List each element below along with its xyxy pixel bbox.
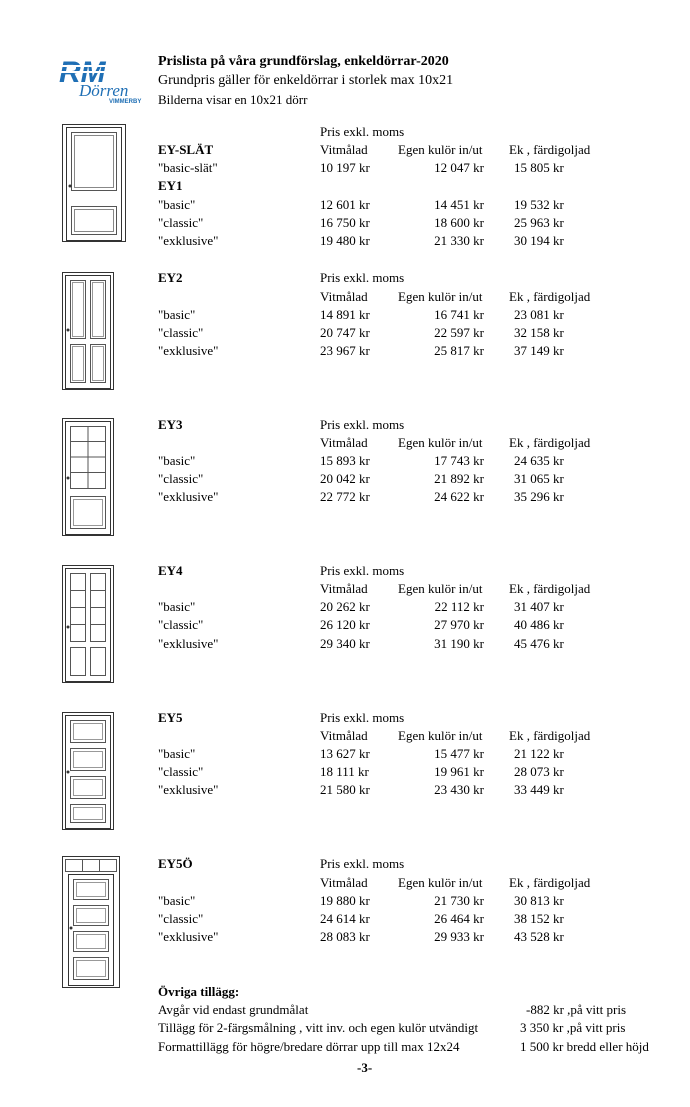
- column-header-custom-color: Egen kulör in/ut: [398, 435, 483, 450]
- brand-logo: [57, 52, 153, 104]
- door-image-ey5o: [62, 856, 120, 988]
- door-image-ey2: [62, 272, 114, 390]
- column-header-white: Vitmålad: [320, 728, 368, 743]
- page-number: -3-: [357, 1060, 373, 1075]
- row-label: "exklusive": [158, 489, 219, 504]
- page-title: Prislista på våra grundförslag, enkeldörrar-2020: [158, 54, 449, 69]
- price-oak: 38 152 kr: [514, 911, 564, 926]
- page-subtitle: Grundpris gäller för enkeldörrar i storlek max 10x21: [158, 73, 454, 88]
- price-custom-color: 17 743 kr: [434, 453, 484, 468]
- column-header-white: Vitmålad: [320, 875, 368, 890]
- price-white: 10 197 kr: [320, 160, 370, 175]
- row-label: "classic": [158, 911, 204, 926]
- extra-item-label: Formattillägg för högre/bredare dörrar upp till max 12x24: [158, 1039, 460, 1054]
- section-name: EY-SLÄT: [158, 142, 214, 157]
- row-label: "basic": [158, 307, 196, 322]
- price-custom-color: 21 330 kr: [434, 233, 484, 248]
- price-white: 12 601 kr: [320, 197, 370, 212]
- door-image-ey3: [62, 418, 114, 536]
- price-oak: 25 963 kr: [514, 215, 564, 230]
- price-white: 29 340 kr: [320, 636, 370, 651]
- column-header-custom-color: Egen kulör in/ut: [398, 728, 483, 743]
- page-note: Bilderna visar en 10x21 dörr: [158, 92, 308, 107]
- price-white: 20 262 kr: [320, 599, 370, 614]
- row-label: "basic-slät": [158, 160, 218, 175]
- price-oak: 40 486 kr: [514, 617, 564, 632]
- row-label: "exklusive": [158, 636, 219, 651]
- price-white: 20 042 kr: [320, 471, 370, 486]
- column-header-white: Vitmålad: [320, 435, 368, 450]
- svg-text:VIMMERBY: VIMMERBY: [109, 99, 142, 104]
- row-label: "exklusive": [158, 782, 219, 797]
- row-label: "classic": [158, 764, 204, 779]
- price-header: Pris exkl. moms: [320, 124, 405, 139]
- price-white: 19 880 kr: [320, 893, 370, 908]
- price-custom-color: 25 817 kr: [434, 343, 484, 358]
- price-custom-color: 23 430 kr: [434, 782, 484, 797]
- price-header: Pris exkl. moms: [320, 417, 405, 432]
- price-custom-color: 27 970 kr: [434, 617, 484, 632]
- section-name: EY2: [158, 270, 183, 285]
- column-header-white: Vitmålad: [320, 581, 368, 596]
- row-label: "exklusive": [158, 343, 219, 358]
- price-oak: 15 805 kr: [514, 160, 564, 175]
- extra-item-value: -882 kr ,på vitt pris: [526, 1002, 627, 1017]
- price-oak: 37 149 kr: [514, 343, 564, 358]
- column-header-oak: Ek , färdigoljad: [509, 142, 591, 157]
- price-header: Pris exkl. moms: [320, 270, 405, 285]
- section-name: EY5: [158, 710, 183, 725]
- price-white: 24 614 kr: [320, 911, 370, 926]
- row-label: "exklusive": [158, 929, 219, 944]
- section-name: EY1: [158, 178, 183, 193]
- column-header-oak: Ek , färdigoljad: [509, 728, 591, 743]
- price-header: Pris exkl. moms: [320, 710, 405, 725]
- price-custom-color: 22 597 kr: [434, 325, 484, 340]
- price-oak: 30 194 kr: [514, 233, 564, 248]
- price-white: 14 891 kr: [320, 307, 370, 322]
- price-oak: 19 532 kr: [514, 197, 564, 212]
- price-custom-color: 22 112 kr: [434, 599, 484, 614]
- door-image-ey1: [62, 124, 126, 242]
- column-header-custom-color: Egen kulör in/ut: [398, 289, 483, 304]
- price-oak: 28 073 kr: [514, 764, 564, 779]
- extra-item-value: 3 350 kr ,på vitt pris: [520, 1020, 626, 1035]
- price-custom-color: 14 451 kr: [434, 197, 484, 212]
- section-name: EY4: [158, 563, 183, 578]
- row-label: "basic": [158, 197, 196, 212]
- price-oak: 30 813 kr: [514, 893, 564, 908]
- row-label: "classic": [158, 325, 204, 340]
- row-label: "classic": [158, 471, 204, 486]
- price-custom-color: 12 047 kr: [434, 160, 484, 175]
- row-label: "basic": [158, 453, 196, 468]
- price-oak: 35 296 kr: [514, 489, 564, 504]
- price-oak: 45 476 kr: [514, 636, 564, 651]
- price-header: Pris exkl. moms: [320, 563, 405, 578]
- price-header: Pris exkl. moms: [320, 856, 405, 871]
- row-label: "basic": [158, 746, 196, 761]
- row-label: "basic": [158, 893, 196, 908]
- price-white: 19 480 kr: [320, 233, 370, 248]
- column-header-custom-color: Egen kulör in/ut: [398, 875, 483, 890]
- row-label: "classic": [158, 617, 204, 632]
- price-white: 23 967 kr: [320, 343, 370, 358]
- price-white: 20 747 kr: [320, 325, 370, 340]
- section-name: EY3: [158, 417, 183, 432]
- row-label: "classic": [158, 215, 204, 230]
- price-custom-color: 26 464 kr: [434, 911, 484, 926]
- price-white: 28 083 kr: [320, 929, 370, 944]
- price-oak: 33 449 kr: [514, 782, 564, 797]
- row-label: "basic": [158, 599, 196, 614]
- extra-item-label: Tillägg för 2-färgsmålning , vitt inv. och egen kulör utvändigt: [158, 1020, 479, 1035]
- extra-item-value: 1 500 kr bredd eller höjd: [520, 1039, 649, 1054]
- svg-text:RM: RM: [59, 56, 106, 89]
- column-header-white: Vitmålad: [320, 289, 368, 304]
- price-custom-color: 15 477 kr: [434, 746, 484, 761]
- column-header-oak: Ek , färdigoljad: [509, 289, 591, 304]
- column-header-oak: Ek , färdigoljad: [509, 875, 591, 890]
- price-custom-color: 31 190 kr: [434, 636, 484, 651]
- price-white: 16 750 kr: [320, 215, 370, 230]
- price-white: 26 120 kr: [320, 617, 370, 632]
- price-oak: 43 528 kr: [514, 929, 564, 944]
- door-image-ey4: [62, 565, 114, 683]
- price-oak: 21 122 kr: [514, 746, 564, 761]
- svg-text:Dörren: Dörren: [79, 81, 129, 100]
- price-oak: 31 407 kr: [514, 599, 564, 614]
- column-header-white: Vitmålad: [320, 142, 368, 157]
- price-custom-color: 24 622 kr: [434, 489, 484, 504]
- column-header-custom-color: Egen kulör in/ut: [398, 142, 483, 157]
- price-custom-color: 29 933 kr: [434, 929, 484, 944]
- price-white: 22 772 kr: [320, 489, 370, 504]
- price-white: 13 627 kr: [320, 746, 370, 761]
- price-custom-color: 19 961 kr: [434, 764, 484, 779]
- door-image-ey5: [62, 712, 114, 830]
- price-custom-color: 16 741 kr: [434, 307, 484, 322]
- price-white: 15 893 kr: [320, 453, 370, 468]
- row-label: "exklusive": [158, 233, 219, 248]
- column-header-oak: Ek , färdigoljad: [509, 435, 591, 450]
- section-name: EY5Ö: [158, 856, 193, 871]
- price-custom-color: 18 600 kr: [434, 215, 484, 230]
- price-custom-color: 21 730 kr: [434, 893, 484, 908]
- price-white: 21 580 kr: [320, 782, 370, 797]
- extras-heading: Övriga tillägg:: [158, 984, 240, 999]
- price-oak: 31 065 kr: [514, 471, 564, 486]
- extra-item-label: Avgår vid endast grundmålat: [158, 1002, 309, 1017]
- price-oak: 23 081 kr: [514, 307, 564, 322]
- price-white: 18 111 kr: [320, 764, 369, 779]
- column-header-custom-color: Egen kulör in/ut: [398, 581, 483, 596]
- price-oak: 32 158 kr: [514, 325, 564, 340]
- price-custom-color: 21 892 kr: [434, 471, 484, 486]
- price-oak: 24 635 kr: [514, 453, 564, 468]
- column-header-oak: Ek , färdigoljad: [509, 581, 591, 596]
